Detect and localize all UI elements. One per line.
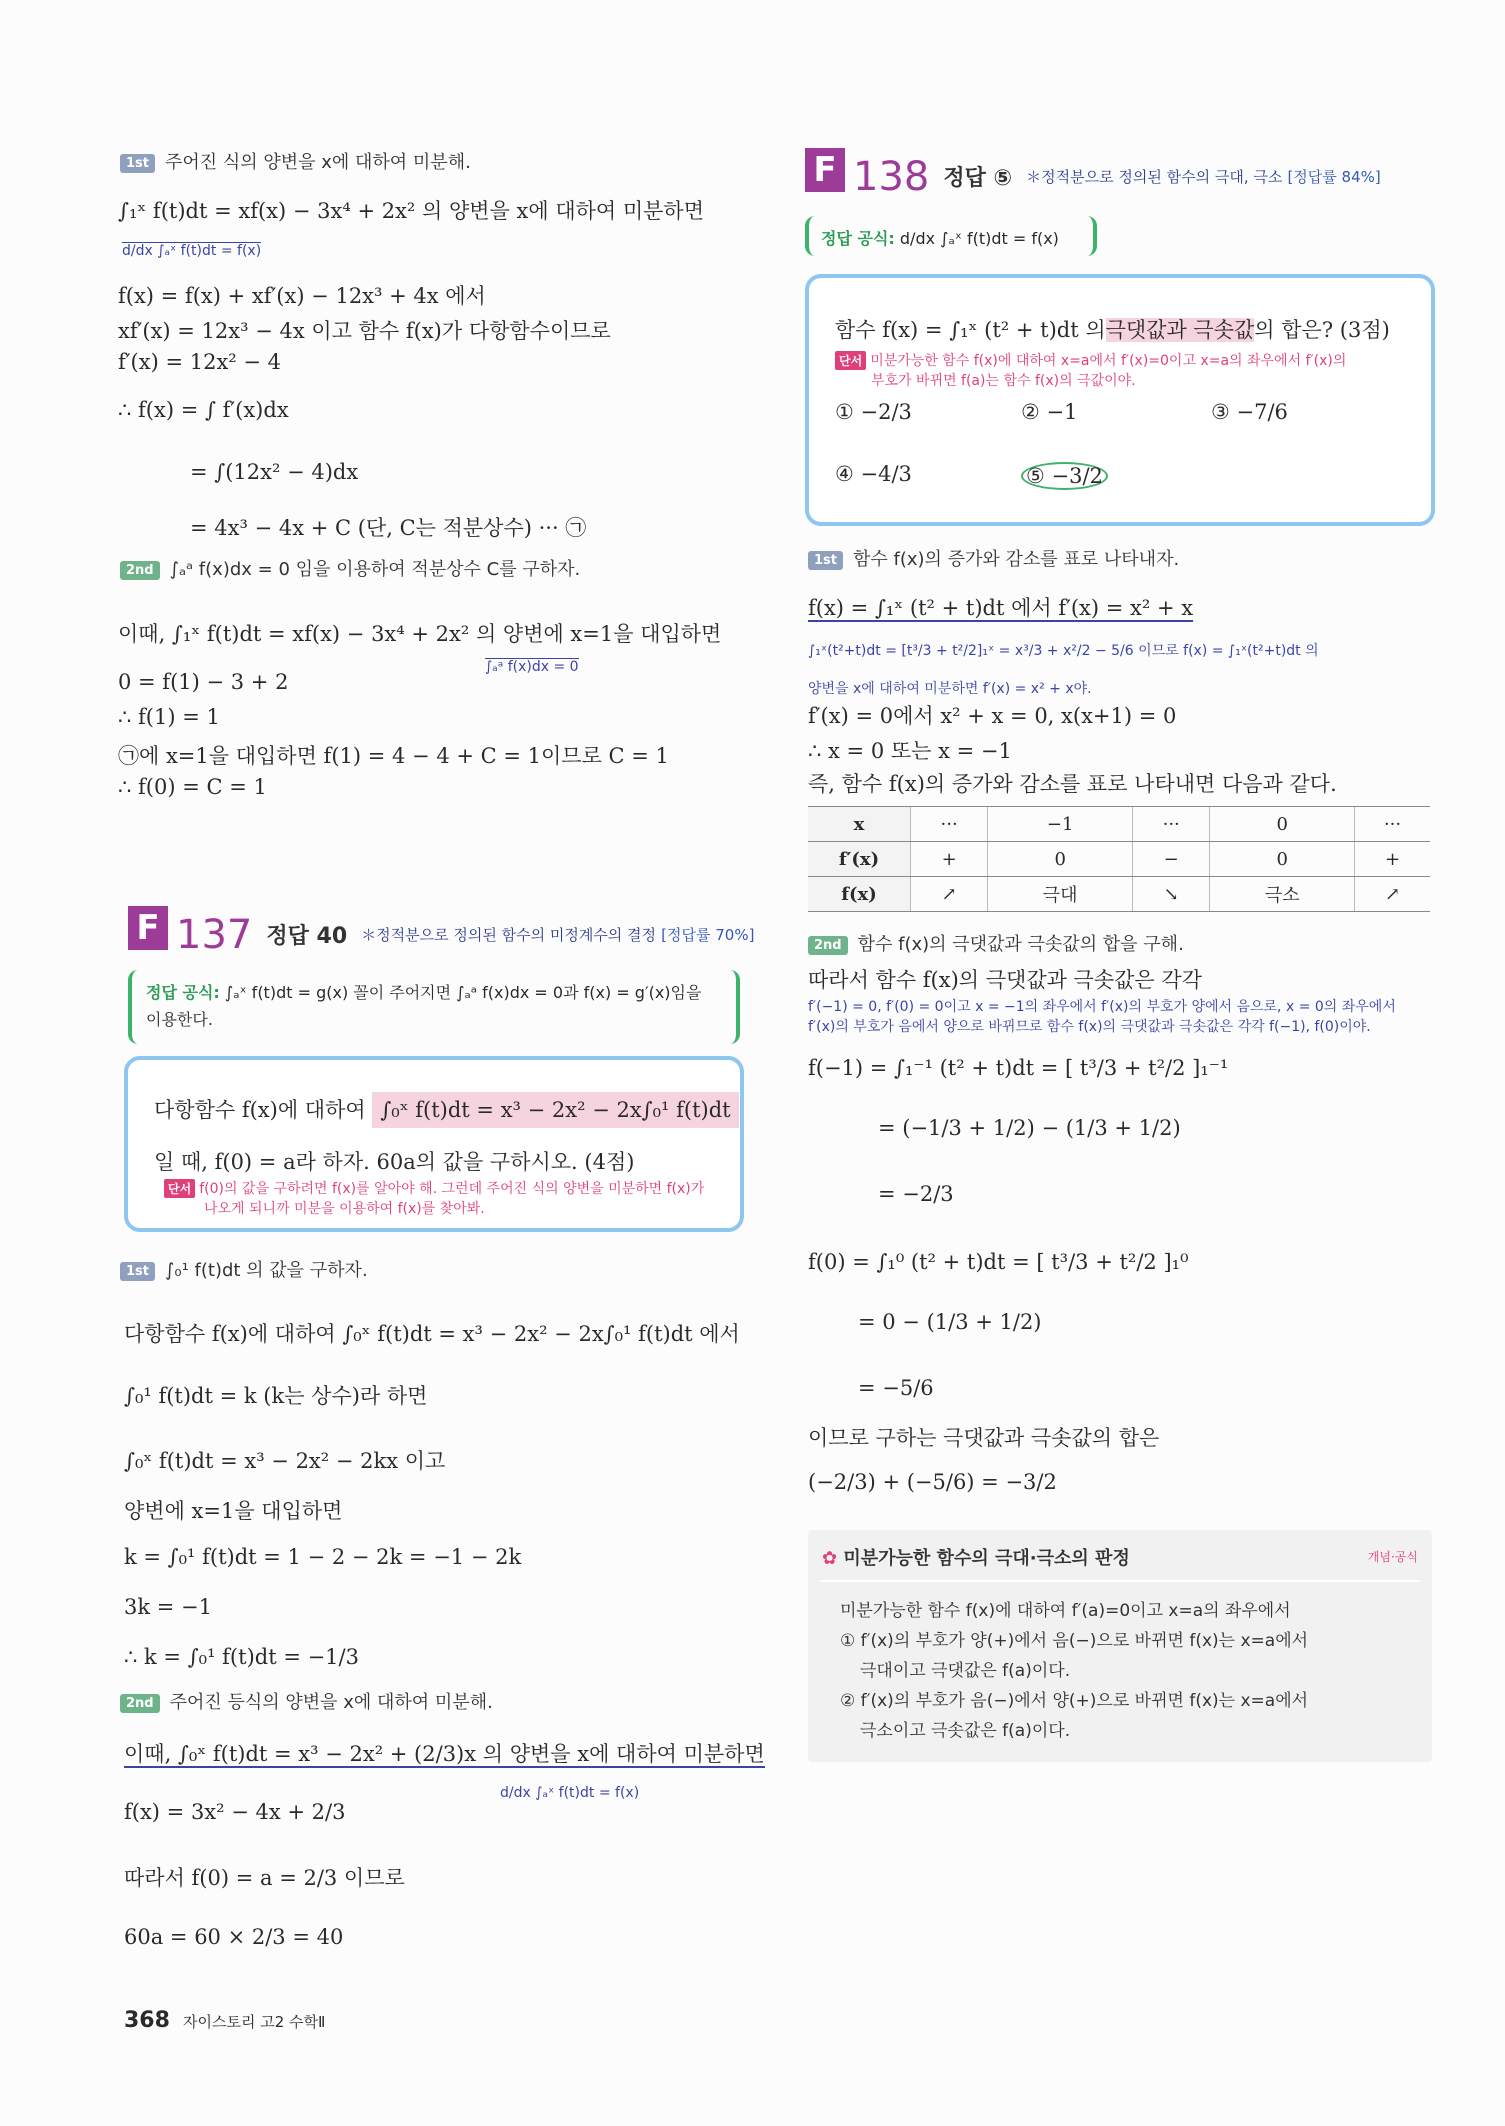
step-text: 주어진 식의 양변을 x에 대하여 미분해. (165, 152, 471, 173)
solution-line: xf′(x) = 12x³ − 4x 이고 함수 f(x)가 다항함수이므로 (118, 319, 611, 343)
integral-note-2: 양변을 x에 대하여 미분하면 f′(x) = x² + x야. (808, 681, 1092, 697)
solution-line: = −5/6 (858, 1376, 934, 1400)
formula-line-2: 이용한다. (146, 1010, 213, 1029)
solution-line: 따라서 f(0) = a = 2/3 이므로 (124, 1866, 405, 1890)
step-1st-heading (808, 545, 1179, 571)
solution-line: 0 = f(1) − 3 + 2 (118, 670, 289, 694)
solution-line: f(x) = 3x² − 4x + 2/3 (124, 1800, 346, 1824)
table-cell: 극소 (1210, 877, 1355, 912)
derivative-note: d/dx ∫ₐˣ f(t)dt = f(x) (122, 243, 262, 259)
table-cell: ··· (911, 807, 988, 842)
step-text: 주어진 등식의 양변을 x에 대하여 미분해. (169, 1692, 493, 1713)
table-cell: 0 (1210, 842, 1355, 877)
concept-title-text: 미분가능한 함수의 극대·극소의 판정 (843, 1548, 1130, 1569)
table-cell: f(x) (808, 877, 911, 912)
solution-line: 즉, 함수 f(x)의 증가와 감소를 표로 나타내면 다음과 같다. (808, 772, 1337, 796)
concept-line: 미분가능한 함수 f(x)에 대하여 f′(a)=0이고 x=a의 좌우에서 (840, 1601, 1291, 1621)
problem-138-header (805, 148, 1381, 200)
zero-integral-note: ∫ₐᵃ f(x)dx = 0 (485, 659, 579, 675)
formula-text: ∫ₐˣ f(t)dt = g(x) 꼴이 주어지면 ∫ₐᵃ f(x)dx = 0과 f(x) = g′(x)임을 (224, 983, 702, 1002)
solution-line: f′(x) = 0에서 x² + x = 0, x(x+1) = 0 (808, 704, 1177, 728)
hint-text-2: 나오게 되니까 미분을 이용하여 f(x)를 찾아봐. (204, 1201, 485, 1217)
step-text: ∫ₐᵃ f(x)dx = 0 임을 이용하여 적분상수 C를 구하자. (169, 559, 581, 580)
hint-tag: 단서 (164, 1179, 195, 1198)
divider (820, 1580, 1420, 1582)
step-text: ∫₀¹ f(t)dt 의 값을 구하자. (165, 1260, 368, 1281)
table-cell: + (1355, 842, 1430, 877)
table-cell: − (1133, 842, 1210, 877)
step-badge: 2nd (808, 936, 848, 955)
step-badge: 1st (120, 1262, 155, 1281)
solution-line: f(−1) = ∫₁⁻¹ (t² + t)dt = [ t³/3 + t²/2 ]₁⁻¹ (808, 1056, 1229, 1080)
table-cell: ··· (1355, 807, 1430, 842)
solution-line: 60a = 60 × 2/3 = 40 (124, 1925, 344, 1949)
concept-line: 극소이고 극솟값은 f(a)이다. (860, 1721, 1071, 1741)
question-box (805, 274, 1435, 526)
solution-line: 이때, ∫₁ˣ f(t)dt = xf(x) − 3x⁴ + 2x² 의 양변에 x=1을 대입하면 (118, 622, 722, 646)
step-2nd-heading (120, 1688, 493, 1714)
answer-circle-icon: ⑤ −3/2 (1021, 462, 1108, 490)
correct-rate: [정답률 84%] (1287, 168, 1381, 186)
hint (835, 350, 1346, 370)
table-row (808, 842, 1430, 877)
solution-line: ∴ x = 0 또는 x = −1 (808, 739, 1012, 763)
problem-number: 138 (853, 153, 930, 200)
derivative-note: d/dx ∫ₐˣ f(t)dt = f(x) (500, 1785, 640, 1801)
question-box (124, 1056, 744, 1232)
table-cell: 0 (1210, 807, 1355, 842)
step-2nd-heading (808, 930, 1184, 956)
topic: ＊정적분으로 정의된 함수의 극대, 극소 (1026, 168, 1283, 186)
solution-line: ∫₀¹ f(t)dt = k (k는 상수)라 하면 (124, 1384, 428, 1408)
hint-text: 미분가능한 함수 f(x)에 대하여 x=a에서 f′(x)=0이고 x=a의 좌우에서 f′(x)의 (870, 353, 1347, 369)
page-number: 368 (124, 2008, 170, 2033)
question-line (154, 1094, 739, 1124)
formula-box (805, 216, 1097, 256)
step-text: 함수 f(x)의 극댓값과 극솟값의 합을 구해. (857, 934, 1184, 955)
concept-line: ② f′(x)의 부호가 음(−)에서 양(+)으로 바뀌면 f(x)는 x=a에서 (840, 1691, 1309, 1711)
solution-line: 이므로 구하는 극댓값과 극솟값의 합은 (808, 1426, 1160, 1450)
step-badge: 2nd (120, 561, 160, 580)
solution-line: = 0 − (1/3 + 1/2) (858, 1310, 1042, 1334)
correct-rate: [정답률 70%] (661, 926, 755, 944)
extremum-note-2: f′(x)의 부호가 음에서 양으로 바뀌므로 함수 f(x)의 극댓값과 극솟값은 각각 f(−1), f(0)이야. (808, 1019, 1371, 1035)
solution-line: = 4x³ − 4x + C (단, C는 적분상수) ··· ㉠ (190, 516, 587, 540)
book-title: 자이스토리 고2 수학Ⅱ (183, 2013, 326, 2031)
table-cell: 0 (988, 842, 1133, 877)
problem-number: 137 (176, 911, 253, 958)
table-row (808, 877, 1430, 912)
step-2nd-heading (120, 555, 580, 581)
concept-box (808, 1530, 1432, 1762)
solution-line (124, 1738, 765, 1768)
choice-4[interactable]: ④ −4/3 (835, 462, 912, 486)
solution-line (808, 592, 1193, 622)
table-cell: −1 (988, 807, 1133, 842)
formula-line (132, 970, 736, 1003)
table-cell: + (911, 842, 988, 877)
solution-line: ∴ f(0) = C = 1 (118, 775, 267, 799)
question-text: 다항함수 f(x)에 대하여 (154, 1098, 366, 1122)
table-cell: ··· (1133, 807, 1210, 842)
solution-line: 3k = −1 (124, 1595, 212, 1619)
problem-letter: F (805, 148, 845, 192)
question-text: 의 합은? (3점) (1254, 318, 1390, 342)
formula-line (809, 216, 1093, 259)
solution-line: ∫₀ˣ f(t)dt = x³ − 2x² − 2kx 이고 (124, 1449, 446, 1473)
step-badge: 2nd (120, 1694, 160, 1713)
concept-tag: 개념·공식 (1367, 1550, 1418, 1564)
table-cell: x (808, 807, 911, 842)
solution-line: 다항함수 f(x)에 대하여 ∫₀ˣ f(t)dt = x³ − 2x² − 2x∫₀¹ f(t)dt 에서 (124, 1322, 740, 1346)
topic: ＊정적분으로 정의된 함수의 미정계수의 결정 (361, 926, 657, 944)
concept-title (822, 1544, 1130, 1570)
integral-note: ∫₁ˣ(t²+t)dt = [t³/3 + t²/2]₁ˣ = x³/3 + x²/2 − 5/6 이므로 f(x) = ∫₁ˣ(t²+t)dt 의 (808, 643, 1319, 659)
underlined-text: f(x) = ∫₁ˣ (t² + t)dt 에서 f′(x) = x² + x (808, 596, 1194, 620)
solution-line: ㉠에 x=1을 대입하면 f(1) = 4 − 4 + C = 1이므로 C = 1 (118, 744, 669, 768)
solution-line: 양변에 x=1을 대입하면 (124, 1499, 343, 1523)
answer: 정답 ⑤ (943, 166, 1013, 191)
step-1st-heading (120, 148, 471, 174)
step-badge: 1st (120, 154, 155, 173)
question-text: 함수 f(x) = ∫₁ˣ (t² + t)dt 의 (835, 318, 1106, 342)
solution-line: = −2/3 (878, 1182, 954, 1206)
step-badge: 1st (808, 551, 843, 570)
problem-letter: F (128, 906, 168, 950)
formula-text: d/dx ∫ₐˣ f(t)dt = f(x) (899, 229, 1059, 248)
concept-line: 극대이고 극댓값은 f(a)이다. (860, 1661, 1071, 1681)
hint-text: f(0)의 값을 구하려면 f(x)를 알아야 해. 그런데 주어진 식의 양변을 미분하면 f(x)가 (199, 1181, 705, 1197)
formula-box (128, 970, 740, 1044)
choice-3[interactable]: ③ −7/6 (1211, 400, 1288, 424)
solution-line: (−2/3) + (−5/6) = −3/2 (808, 1470, 1057, 1494)
extremum-note: f′(−1) = 0, f′(0) = 0이고 x = −1의 좌우에서 f′(x)의 부호가 양에서 음으로, x = 0의 좌우에서 (808, 999, 1396, 1015)
solution-line: k = ∫₀¹ f(t)dt = 1 − 2 − 2k = −1 − 2k (124, 1545, 522, 1569)
table-row (808, 807, 1430, 842)
question-line: 일 때, f(0) = a라 하자. 60a의 값을 구하시오. (4점) (154, 1150, 635, 1174)
question-line (835, 314, 1390, 344)
solution-line: = ∫(12x² − 4)dx (190, 460, 359, 484)
solution-line: ∫₁ˣ f(t)dt = xf(x) − 3x⁴ + 2x² 의 양변을 x에 대하여 미분하면 (118, 199, 704, 223)
formula-label: 정답 공식: (821, 229, 895, 248)
solution-line: f′(x) = 12x² − 4 (118, 350, 282, 374)
footer (124, 2008, 325, 2033)
solution-line: 따라서 함수 f(x)의 극댓값과 극솟값은 각각 (808, 968, 1202, 992)
table-cell: ↗ (911, 877, 988, 912)
solution-line: f(0) = ∫₁⁰ (t² + t)dt = [ t³/3 + t²/2 ]₁⁰ (808, 1250, 1189, 1274)
choice-5[interactable] (1021, 462, 1108, 490)
table-cell: ↘ (1133, 877, 1210, 912)
increase-decrease-table (808, 806, 1430, 912)
table-cell: 극대 (988, 877, 1133, 912)
hint-tag: 단서 (835, 351, 866, 370)
table-cell: f′(x) (808, 842, 911, 877)
hint (164, 1178, 704, 1198)
choice-2[interactable]: ② −1 (1021, 400, 1078, 424)
question-equation: ∫₀ˣ f(t)dt = x³ − 2x² − 2x∫₀¹ f(t)dt (372, 1092, 738, 1128)
concept-body (840, 1596, 1308, 1746)
solution-line: f(x) = f(x) + xf′(x) − 12x³ + 4x 에서 (118, 284, 486, 308)
flower-icon: ✿ (822, 1548, 838, 1569)
solution-line: ∴ k = ∫₀¹ f(t)dt = −1/3 (124, 1645, 359, 1669)
underlined-text: 이때, ∫₀ˣ f(t)dt = x³ − 2x² + (2/3)x 의 양변을 x에 대하여 미분하면 (124, 1742, 765, 1766)
solution-line: ∴ f(x) = ∫ f′(x)dx (118, 398, 289, 422)
highlight-text: 극댓값과 극솟값 (1105, 318, 1255, 342)
solution-line: = (−1/3 + 1/2) − (1/3 + 1/2) (878, 1116, 1181, 1140)
step-1st-heading (120, 1256, 368, 1282)
problem-137-header (128, 906, 754, 958)
answer: 정답 40 (266, 924, 348, 949)
solution-line: ∴ f(1) = 1 (118, 705, 220, 729)
concept-line: ① f′(x)의 부호가 양(+)에서 음(−)으로 바뀌면 f(x)는 x=a에서 (840, 1631, 1309, 1651)
table-cell: ↗ (1355, 877, 1430, 912)
choice-1[interactable]: ① −2/3 (835, 400, 912, 424)
step-text: 함수 f(x)의 증가와 감소를 표로 나타내자. (853, 549, 1180, 570)
formula-label: 정답 공식: (146, 983, 220, 1002)
hint-text-2: 부호가 바뀌면 f(a)는 함수 f(x)의 극값이야. (871, 373, 1136, 389)
